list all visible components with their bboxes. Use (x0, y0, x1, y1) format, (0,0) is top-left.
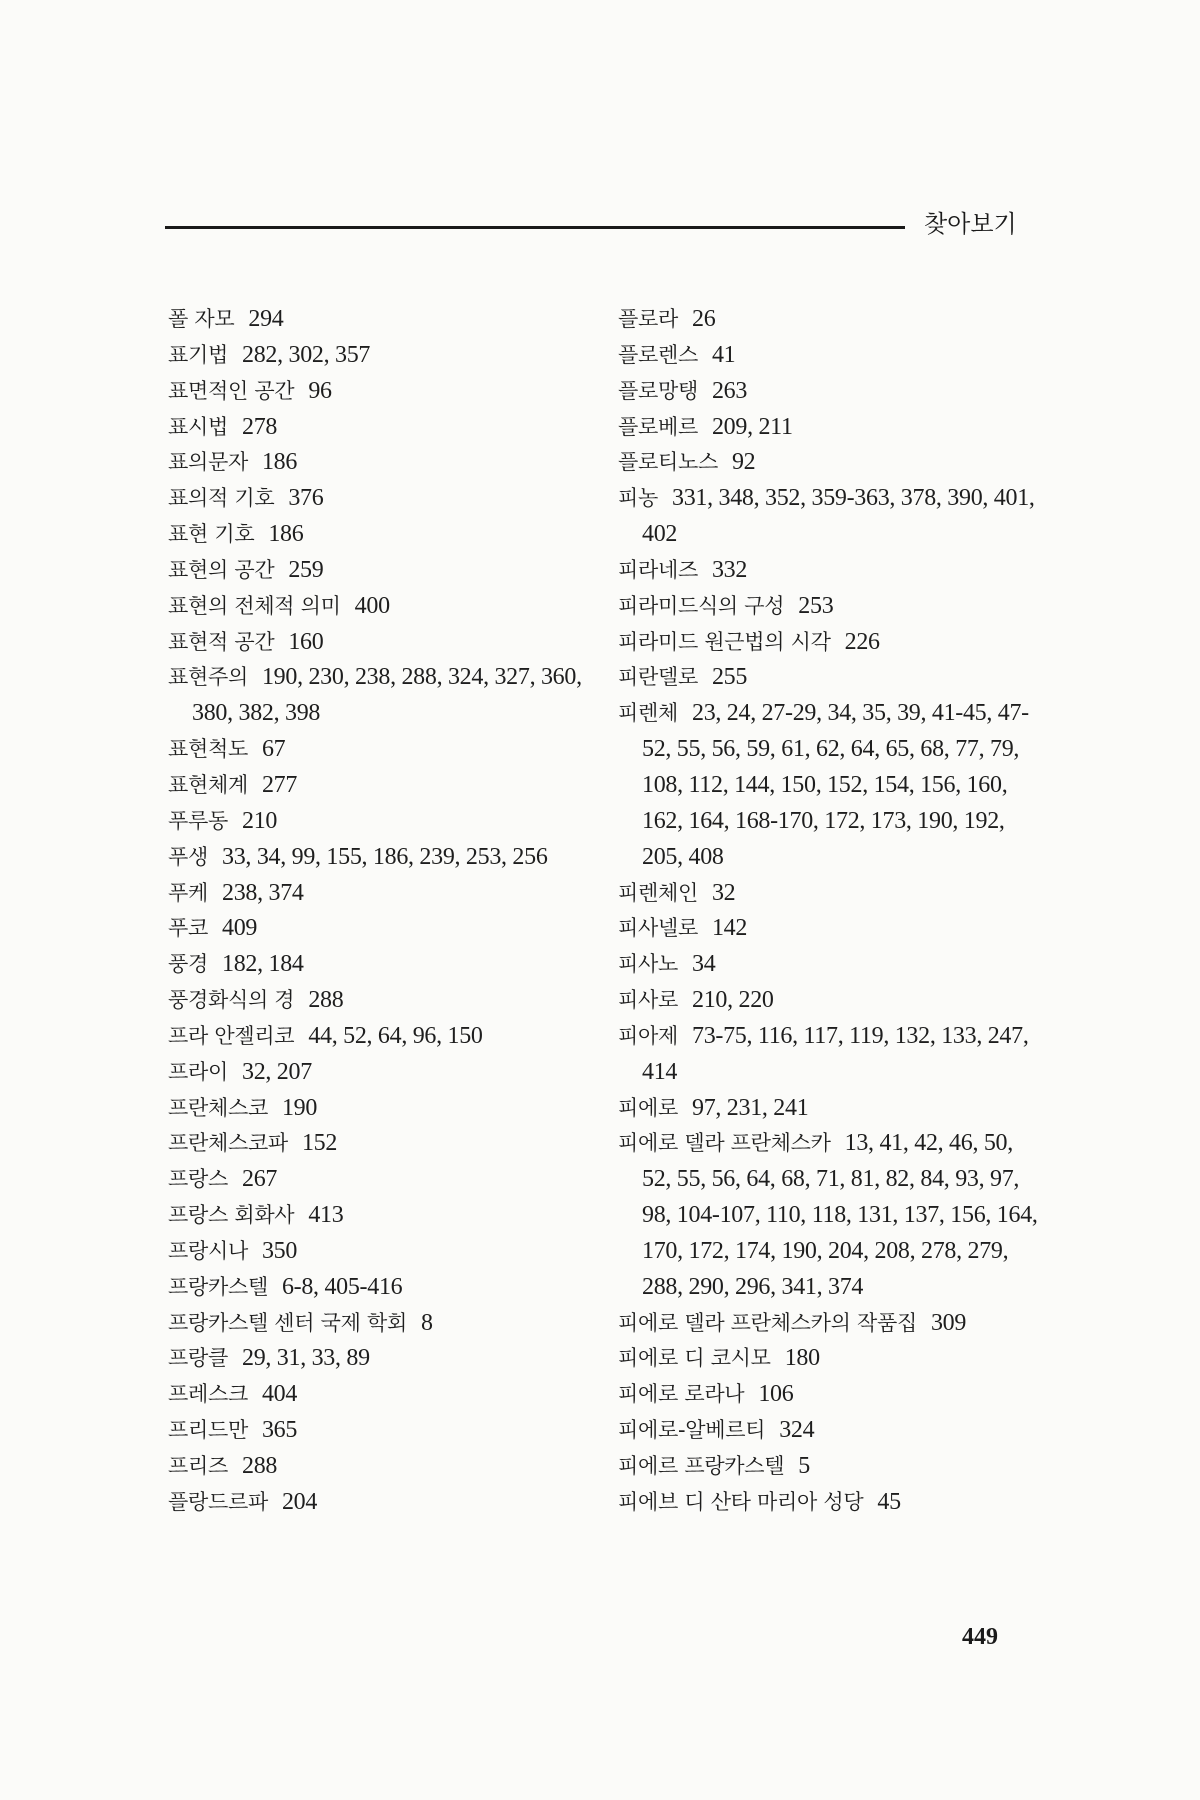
index-term: 피라네즈 (618, 557, 698, 582)
index-pages: 288 (242, 1453, 278, 1479)
index-term: 피에로-알베르티 (618, 1418, 766, 1443)
index-term: 피에로 (618, 1095, 678, 1120)
index-entry (168, 589, 588, 625)
index-term: 풍경 (168, 952, 208, 977)
index-pages: 294 (248, 306, 284, 332)
index-pages: 263 (711, 377, 748, 404)
index-pages: 365 (261, 1417, 298, 1444)
index-pages: 67 (261, 736, 286, 763)
index-pages: 152 (301, 1130, 338, 1157)
index-pages: 253 (798, 592, 834, 619)
index-term: 플랑드르파 (168, 1489, 268, 1514)
index-pages: 190 (281, 1094, 318, 1121)
index-term: 표현주의 (168, 665, 248, 690)
index-term: 피에로 로라나 (618, 1382, 745, 1407)
index-term: 표시법 (168, 414, 228, 439)
index-pages: 267 (242, 1166, 278, 1193)
index-entry (618, 911, 1038, 947)
index-entry (618, 625, 1038, 661)
index-pages: 96 (308, 377, 332, 404)
index-entry (618, 374, 1038, 410)
index-pages: 142 (711, 915, 748, 942)
index-pages: 204 (281, 1488, 318, 1515)
index-entry (618, 876, 1038, 912)
index-term: 플로티노스 (618, 450, 718, 475)
index-term: 플로망탱 (618, 378, 698, 403)
index-term: 프랑시나 (168, 1238, 248, 1263)
index-term: 피에브 디 산타 마리아 성당 (618, 1489, 864, 1514)
index-entry (168, 302, 588, 338)
index-pages: 210 (242, 807, 278, 834)
index-pages: 29, 31, 33, 89 (242, 1345, 370, 1372)
index-term: 프라 안젤리코 (168, 1023, 295, 1048)
index-entry (168, 1306, 588, 1342)
index-pages: 8 (421, 1309, 433, 1336)
index-pages: 106 (758, 1381, 794, 1408)
index-pages: 26 (692, 306, 716, 332)
index-term: 피라미드 원근법의 시각 (618, 629, 831, 654)
index-term: 표현적 공간 (168, 629, 275, 654)
index-pages: 324 (779, 1417, 815, 1444)
index-pages: 73-75, 116, 117, 119, 132, 133, 247, 414 (642, 1022, 1035, 1085)
index-term: 피에로 델라 프란체스카 (618, 1131, 831, 1156)
index-term: 표면적인 공간 (168, 378, 295, 403)
index-entry (618, 1449, 1038, 1485)
index-entry (168, 840, 588, 876)
index-entry (618, 660, 1038, 696)
index-entry (168, 1413, 588, 1449)
index-term: 피아제 (618, 1023, 678, 1048)
index-pages: 376 (288, 485, 324, 512)
index-term: 피에르 프랑카스텔 (618, 1454, 785, 1478)
index-entry (618, 1019, 1038, 1091)
index-pages: 259 (288, 556, 324, 583)
index-pages: 277 (261, 771, 298, 798)
page-number: 449 (962, 1624, 998, 1650)
index-pages: 404 (261, 1381, 298, 1408)
index-pages: 97, 231, 241 (692, 1094, 809, 1121)
index-entry (618, 1413, 1038, 1449)
index-term: 프란체스코 (168, 1095, 268, 1120)
index-entry (168, 1377, 588, 1413)
index-pages: 32, 207 (242, 1058, 312, 1085)
index-entry (168, 911, 588, 947)
index-entry (168, 1091, 588, 1127)
index-pages: 41 (711, 341, 736, 368)
index-term: 프랑클 (168, 1346, 228, 1371)
index-entry (618, 302, 1038, 338)
index-entry (618, 481, 1041, 553)
index-entry (168, 1198, 588, 1234)
index-entry (168, 410, 588, 446)
index-pages: 210, 220 (692, 987, 774, 1014)
index-pages: 413 (308, 1202, 344, 1229)
index-entry (168, 804, 588, 840)
index-pages: 32 (711, 879, 736, 906)
index-entry (618, 983, 1038, 1019)
index-entry (168, 1449, 588, 1485)
index-term: 프레스크 (168, 1382, 248, 1407)
index-term: 피렌체 (618, 701, 678, 726)
index-entry (168, 1270, 588, 1306)
index-term: 표현 기호 (168, 522, 255, 547)
index-entry (168, 732, 588, 768)
index-pages: 400 (354, 592, 390, 619)
index-term: 피사노 (618, 952, 678, 977)
index-pages: 13, 41, 42, 46, 50, 52, 55, 56, 64, 68, 71, 81, 82, 84, 93, 97, 98, 104-107, 110, 118, 131, 137, 156, 164, 170, 172, 174, 190, 204, 208, 278, 279, 288, 290, 296, 341, 374 (642, 1130, 1044, 1300)
index-term: 프랑스 회화사 (168, 1203, 295, 1228)
index-entry (168, 338, 588, 374)
index-pages: 6-8, 405-416 (281, 1273, 403, 1300)
index-pages: 255 (711, 664, 748, 691)
index-pages: 44, 52, 64, 96, 150 (308, 1022, 483, 1049)
index-entry (168, 1126, 588, 1162)
index-term: 표현척도 (168, 737, 248, 762)
index-entry (618, 1091, 1038, 1127)
index-term: 표기법 (168, 342, 228, 367)
index-pages: 160 (288, 628, 324, 655)
index-entry (168, 517, 588, 553)
index-term: 플로라 (618, 307, 678, 331)
index-term: 표의적 기호 (168, 486, 275, 511)
index-pages: 350 (261, 1237, 298, 1264)
index-pages: 288 (308, 987, 344, 1014)
index-entry (168, 1485, 588, 1521)
index-term: 프랑카스텔 센터 국제 학회 (168, 1310, 407, 1335)
index-pages: 278 (242, 413, 278, 440)
index-column-left (168, 302, 588, 1521)
index-term: 플로베르 (618, 414, 698, 439)
index-pages: 186 (268, 521, 304, 548)
index-entry (618, 696, 1038, 875)
running-head: 찾아보기 (924, 210, 1017, 238)
index-entry (618, 1341, 1038, 1377)
index-column-right (618, 302, 1044, 1521)
index-entry (168, 947, 588, 983)
index-entry (618, 1306, 1038, 1342)
index-term: 프리즈 (168, 1454, 228, 1478)
index-pages: 226 (844, 628, 880, 655)
index-pages: 45 (877, 1488, 901, 1515)
index-pages: 92 (731, 449, 756, 476)
index-entry (168, 1162, 588, 1198)
index-pages: 182, 184 (222, 951, 304, 978)
index-pages: 5 (798, 1453, 810, 1479)
index-entry (168, 625, 588, 661)
index-term: 푸케 (168, 880, 208, 905)
index-pages: 180 (784, 1345, 820, 1372)
index-entry (168, 1341, 588, 1377)
index-entry (168, 1234, 588, 1270)
header-rule (165, 226, 905, 229)
index-term: 플로렌스 (618, 342, 698, 367)
index-term: 프랑카스텔 (168, 1274, 268, 1299)
index-term: 폴 자모 (168, 307, 235, 331)
index-pages: 331, 348, 352, 359-363, 378, 390, 401, 402 (642, 485, 1041, 548)
index-pages: 332 (711, 556, 748, 583)
index-term: 프란체스코파 (168, 1131, 288, 1156)
index-entry (168, 768, 588, 804)
index-pages: 33, 34, 99, 155, 186, 239, 253, 256 (222, 843, 548, 870)
index-term: 피라미드식의 구성 (618, 593, 785, 618)
index-term: 프리드만 (168, 1418, 248, 1443)
index-term: 프랑스 (168, 1167, 228, 1192)
index-pages: 409 (222, 915, 258, 942)
index-term: 푸루동 (168, 808, 228, 833)
index-entry (618, 338, 1038, 374)
index-pages: 186 (261, 449, 298, 476)
index-entry (618, 1485, 1038, 1521)
index-term: 피농 (618, 486, 658, 511)
index-pages: 282, 302, 357 (242, 341, 371, 368)
index-term: 피란델로 (618, 665, 698, 690)
index-term: 피사넬로 (618, 916, 698, 941)
index-term: 푸생 (168, 844, 208, 869)
index-entry (168, 374, 588, 410)
index-entry (168, 481, 588, 517)
index-entry (618, 1126, 1044, 1305)
index-pages: 190, 230, 238, 288, 324, 327, 360, 380, 382, 398 (192, 664, 588, 727)
index-entry (618, 947, 1038, 983)
index-entry (168, 445, 588, 481)
index-entry (168, 660, 588, 732)
index-term: 표의문자 (168, 450, 248, 475)
index-term: 피에로 델라 프란체스카의 작품집 (618, 1310, 917, 1335)
index-term: 풍경화식의 경 (168, 988, 295, 1013)
index-pages: 209, 211 (711, 413, 793, 440)
index-entry (168, 1019, 588, 1055)
index-term: 표현체계 (168, 772, 248, 797)
index-term: 피에로 디 코시모 (618, 1346, 771, 1371)
index-term: 피사로 (618, 988, 678, 1013)
index-pages: 23, 24, 27-29, 34, 35, 39, 41-45, 47-52, 55, 56, 59, 61, 62, 64, 65, 68, 77, 79, 108, 112, 144, 150, 152, 154, 156, 160, 162, 164, 168-170, 172, 173, 190, 192, 205, 408 (642, 700, 1029, 870)
index-term: 푸코 (168, 916, 208, 941)
index-term: 피렌체인 (618, 880, 698, 905)
index-entry (168, 983, 588, 1019)
index-entry (168, 876, 588, 912)
index-pages: 309 (930, 1309, 967, 1336)
index-entry (168, 1055, 588, 1091)
index-pages: 238, 374 (222, 879, 304, 906)
index-pages: 34 (692, 951, 716, 978)
index-term: 표현의 전체적 의미 (168, 593, 341, 618)
index-term: 표현의 공간 (168, 557, 275, 582)
index-entry (168, 553, 588, 589)
index-entry (618, 445, 1038, 481)
index-entry (618, 589, 1038, 625)
index-entry (618, 553, 1038, 589)
index-entry (618, 1377, 1038, 1413)
index-entry (618, 410, 1038, 446)
index-term: 프라이 (168, 1059, 228, 1084)
